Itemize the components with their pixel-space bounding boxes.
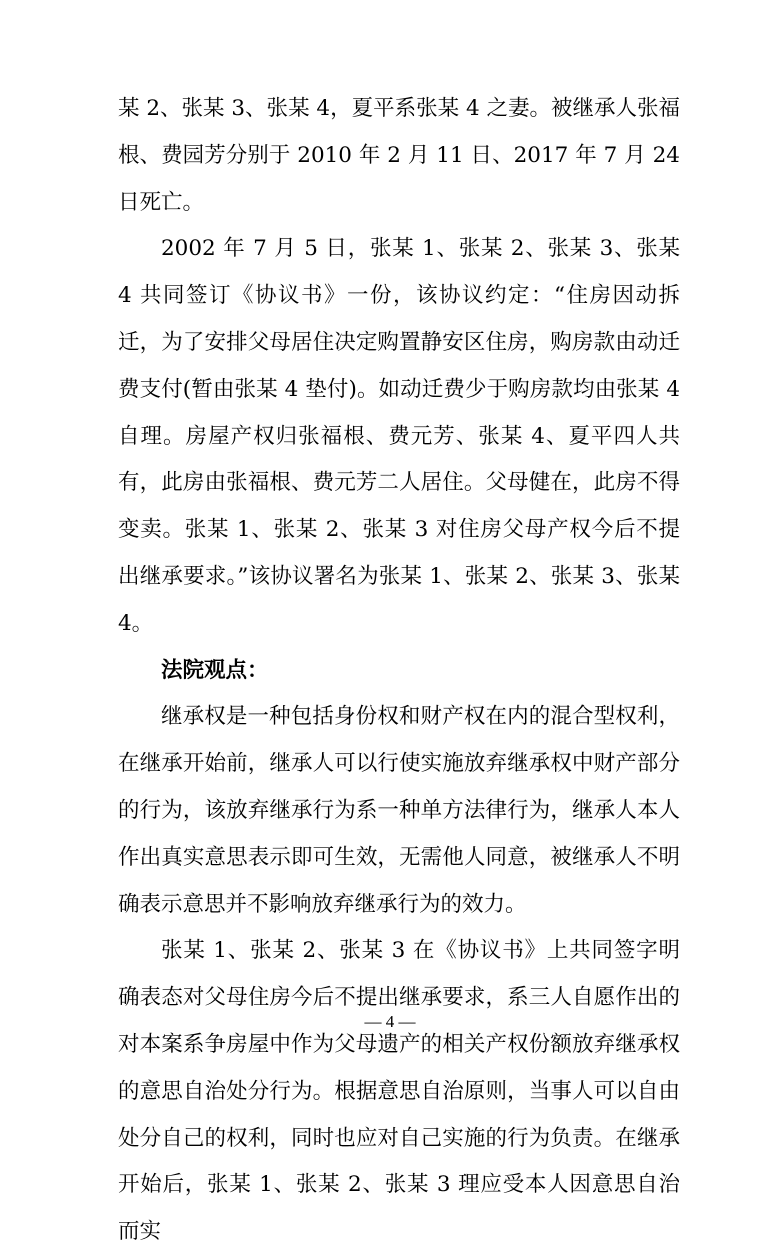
- paragraph-agreement: 2002 年 7 月 5 日，张某 1、张某 2、张某 3、张某 4 共同签订《协议书》一份，该协议约定：“住房因动拆迁，为了安排父母居住决定购置静安区住房，购房款由动迁费支付(暂由张某 4 垫付)。如动迁费少于购房款均由张某 4 自理。房屋产权归张福根、费元芳、张某 4、夏平四人共有，此房由张福根、费元芳二人居住。父母健在，此房不得变卖。张某 1、张某 2、张某 3 对住房父母产权今后不提出继承要求。”该协议署名为张某 1、张某 2、张某 3、张某 4。: [118, 236, 680, 636]
- document-body: [118, 86, 680, 1256]
- page-number: — 4 —: [364, 1012, 416, 1031]
- paragraph-inheritance-right: 继承权是一种包括身份权和财产权在内的混合型权利，在继承开始前，继承人可以行使实施放弃继承权中财产部分的行为，该放弃继承行为系一种单方法律行为，继承人本人作出真实意思表示即可生效，无需他人同意，被继承人不明确表示意思并不影响放弃继承行为的效力。: [118, 704, 680, 917]
- section-heading-court-opinion: 法院观点：: [161, 657, 269, 683]
- paragraph-continuation: 某 2、张某 3、张某 4，夏平系张某 4 之妻。被继承人张福根、费园芳分别于 2010 年 2 月 11 日、2017 年 7 月 24 日死亡。: [118, 96, 680, 215]
- paragraph-waiver-analysis: 张某 1、张某 2、张某 3 在《协议书》上共同签字明确表态对父母住房今后不提出继承要求，系三人自愿作出的对本案系争房屋中作为父母遗产的相关产权份额放弃继承权的意思自治处分行为。根据意思自治原则，当事人可以自由处分自己的权利，同时也应对自己实施的行为负责。在继承开始后，张某 1、张某 2、张某 3 理应受本人因意思自治而实: [118, 938, 680, 1245]
